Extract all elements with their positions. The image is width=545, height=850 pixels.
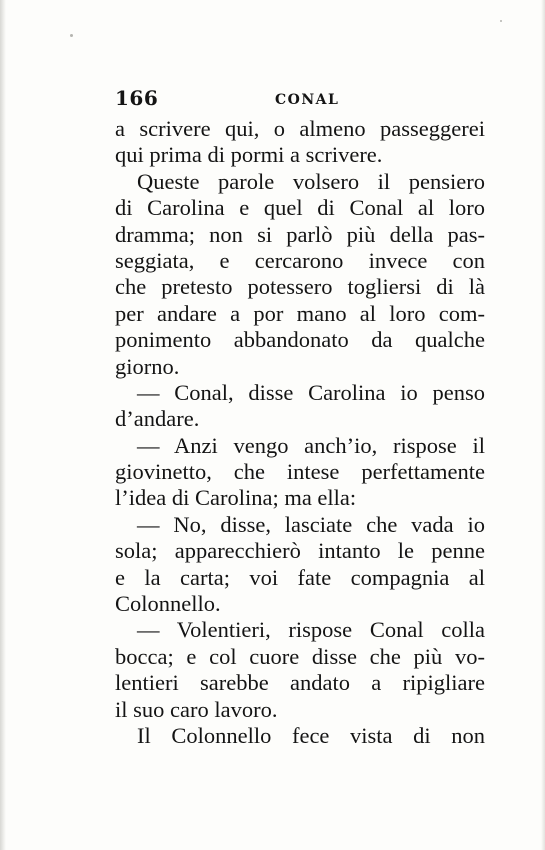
body-text bbox=[115, 116, 485, 749]
text-line: a scrivere qui, o almeno passeggerei bbox=[115, 116, 485, 141]
page-number: 166 bbox=[115, 86, 159, 110]
text-line: Il Colonnello fece vista di non bbox=[137, 722, 485, 748]
text-line: il suo caro lavoro. bbox=[115, 696, 278, 722]
text-line: che pretesto potessero togliersi di là bbox=[115, 274, 485, 300]
text-line: e la carta; voi fate compagnia al bbox=[115, 564, 485, 590]
text-line: Queste parole volsero il pensiero bbox=[137, 168, 485, 194]
text-line: di Carolina e quel di Conal al loro bbox=[115, 195, 485, 221]
text-line: ponimento abbandonato da qualche bbox=[115, 327, 485, 353]
scan-edge-right bbox=[541, 0, 545, 850]
text-line: qui prima di pormi a scrivere. bbox=[115, 142, 383, 168]
text-line: giovinetto, che intese perfettamente bbox=[115, 459, 485, 485]
text-line: lentieri sarebbe andato a ripigliare bbox=[115, 670, 485, 696]
text-line: Colonnello. bbox=[115, 591, 221, 617]
paper-speck bbox=[500, 20, 502, 22]
text-line: per andare a por mano al loro com- bbox=[115, 300, 485, 326]
page-header bbox=[115, 86, 485, 110]
text-line: l’idea di Carolina; ma ella: bbox=[115, 485, 357, 511]
text-line: sola; apparecchierò intanto le penne bbox=[115, 538, 485, 564]
text-line: dramma; non si parlò più della pas- bbox=[115, 221, 485, 247]
text-line: — No, disse, lasciate che vada io bbox=[137, 511, 485, 537]
paper-speck bbox=[70, 34, 73, 37]
text-line: d’andare. bbox=[115, 406, 200, 432]
scan-edge-left bbox=[0, 0, 6, 850]
text-line: — Anzi vengo anch’io, rispose il bbox=[137, 432, 485, 458]
text-line: — Volentieri, rispose Conal colla bbox=[137, 617, 485, 643]
text-line: seggiata, e cercarono invece con bbox=[115, 247, 485, 273]
text-line: bocca; e col cuore disse che più vo- bbox=[115, 643, 485, 669]
running-head: CONAL bbox=[275, 92, 340, 108]
text-line: giorno. bbox=[115, 353, 180, 379]
text-line: — Conal, disse Carolina io penso bbox=[137, 379, 485, 405]
